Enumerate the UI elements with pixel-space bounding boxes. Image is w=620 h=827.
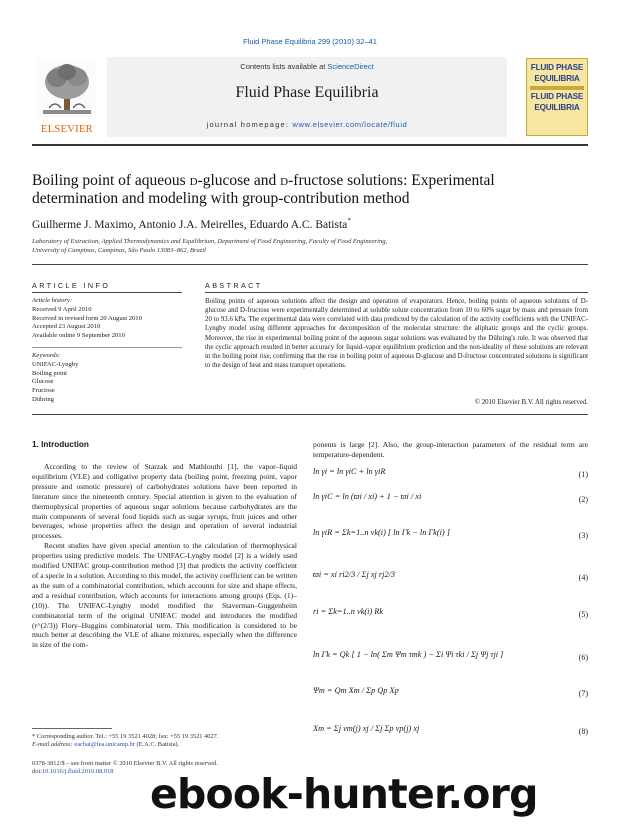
- title-smallcaps: d: [189, 172, 198, 189]
- history-item: Accepted 23 August 2010: [32, 323, 101, 331]
- keyword: UNIFAC-Lyngby: [32, 360, 79, 368]
- intro-paragraph-1: According to the review of Starzak and Mathlouthi [1], the vapor–liquid equilibrium (VLE) and colligative property data (boiling point, freezing point, vapor pressure and osmotic pressure) of carbohydrates solutions have been reported in literature since the nineteenth century. Special attention is given to the evaluation of thermophysical properties of aqueous sugar solutions because carbohydrates are the main components of several food liquids such as sugar syrups, fruit juices and other beverages, whose properties affect the design and operation of several industrial processes.: [32, 462, 297, 541]
- equation-8: [313, 724, 588, 746]
- equation-number: (3): [578, 531, 588, 540]
- equation-3: [313, 528, 588, 550]
- history-item: Received 9 April 2010: [32, 305, 92, 313]
- affiliation-line: Laboratory of Extraction, Applied Thermodynamics and Equilibrium, Department of Food Engineering, Faculty of Food Engineering,: [32, 238, 388, 245]
- equation-expression: Xm = Σj νm(j) xj / Σj Σp νp(j) xj: [313, 724, 420, 733]
- affiliation: [32, 238, 588, 255]
- title-line-2: determination and modeling with group-contribution method: [32, 190, 410, 207]
- homepage-link[interactable]: www.elsevier.com/locate/fluid: [292, 120, 408, 129]
- equation-expression: Ψm = Qm Xm / Σp Qp Xp: [313, 686, 399, 695]
- history-item: Available online 9 September 2010: [32, 332, 125, 340]
- corresponding-author-note: * Corresponding author. Tel.: +55 19 3521 4028; fax: +55 19 3521 4027.: [32, 733, 219, 740]
- article-history: [32, 297, 182, 341]
- section-divider: [32, 264, 588, 265]
- equation-number: (5): [578, 610, 588, 619]
- sciencedirect-link[interactable]: ScienceDirect: [327, 62, 374, 71]
- keywords: [32, 352, 182, 405]
- abstract-end-divider: [32, 414, 588, 415]
- equation-6: [313, 650, 588, 672]
- footnote-divider: [32, 728, 112, 729]
- affiliation-line: University of Campinas, Campinas, São Paulo 13083–862, Brazil: [32, 246, 207, 254]
- copyright-notice: © 2010 Elsevier B.V. All rights reserved.: [474, 399, 588, 406]
- equation-expression: ri = Σk=1..n νk(i) Rk: [313, 607, 384, 616]
- equation-number: (8): [578, 727, 588, 736]
- equation-expression: ln γiR = Σk=1..n νk(i) [ ln Γk − ln Γk(i) ]: [313, 528, 450, 537]
- cover-divider: [530, 86, 584, 90]
- cover-line-4: EQUILIBRIA: [534, 102, 580, 112]
- keyword: Glucose: [32, 378, 54, 386]
- journal-title: Fluid Phase Equilibria: [235, 84, 379, 101]
- equation-number: (2): [578, 495, 588, 504]
- journal-reference[interactable]: Fluid Phase Equilibria 299 (2010) 32–41: [243, 37, 377, 46]
- publisher-name: ELSEVIER: [41, 124, 93, 135]
- equation-expression: ln Γk = Qk [ 1 − ln( Σm Ψm τmk ) − Σi Ψi τki / Σj Ψj τji ]: [313, 650, 504, 659]
- intro-left-column: [32, 462, 297, 650]
- equation-number: (6): [578, 653, 588, 662]
- contents-line: [107, 62, 507, 71]
- abstract-rule: [205, 292, 588, 293]
- title-part: -glucose and: [197, 172, 281, 189]
- issn-line: 0378-3812/$ – see front matter © 2010 Elsevier B.V. All rights reserved.: [32, 760, 218, 767]
- cover-line-3: FLUID PHASE: [530, 92, 584, 101]
- equation-expression: ϖi = xi ri2/3 / Σj xj rj2/3: [313, 570, 396, 579]
- keyword: Dühring: [32, 395, 54, 403]
- author-list: [32, 216, 351, 231]
- article-info-rule: [32, 292, 182, 293]
- doi-prefix: doi:: [32, 768, 42, 776]
- keyword: Fructose: [32, 387, 55, 395]
- equation-5: [313, 607, 588, 629]
- intro-paragraph-2: Recent studies have given special attention to the calculation of thermophysical properties using predictive models. The UNIFAC-Lyngby model [2] is a widely used modified UNIFAC group-contribution method [3] that predicts the activity coefficient of a specie in a solution. According to this model, the activity coefficient can be written as the sum of a combinatorial contribution, which accounts for size and shape effects, and a residual contribution, which accounts for interactions among groups (Eqs. (1)–(10)). The UNIFAC-Lyngby model modified the Staverman–Guggenheim combinatorial term of the original UNIFAC model and introduces the modified (r^(2/3)) Flory–Huggins combinatorial term. This modification is considered to be much better at describing the VLE of alkane mixtures, especially when the difference in size of the com-: [32, 541, 297, 650]
- footnotes: [32, 733, 302, 750]
- journal-cover-image: [526, 58, 588, 136]
- equation-4: [313, 570, 588, 592]
- email-suffix: (E.A.C. Batista).: [134, 741, 180, 749]
- cover-line-2: EQUILIBRIA: [534, 73, 580, 83]
- equation-number: (7): [578, 689, 588, 698]
- equation-7: [313, 686, 588, 708]
- email-line: [32, 741, 302, 749]
- title-smallcaps: d: [280, 172, 289, 189]
- title-part: -fructose solutions: Experimental: [288, 172, 495, 189]
- keyword: Boiling point: [32, 369, 67, 377]
- intro-right-text: ponents is large [2]. Also, the group-interaction parameters of the residual term are temperature-dependent.: [313, 440, 588, 459]
- equation-2: [313, 492, 588, 514]
- article-info-heading: ARTICLE INFO: [32, 281, 111, 290]
- history-item: Received in revised form 20 August 2010: [32, 314, 142, 322]
- homepage-line: [107, 120, 507, 129]
- doi-link[interactable]: 10.1016/j.fluid.2010.08.018: [41, 768, 114, 776]
- authors-text: Guilherme J. Maximo, Antonio J.A. Meirelles, Eduardo A.C. Batista: [32, 218, 348, 231]
- journal-banner: [107, 57, 507, 137]
- email-label: E-mail address:: [32, 741, 75, 749]
- abstract-text: Boiling points of aqueous solutions affect the design and operation of evaporators. Hence, boiling points of aqueous solutions of D-glucose and D-fructose were experimentally determined at soluble solute concentration from 10 to 60% sugar by mass and pressure from 20 to 93.6 kPa. The experimental data were correlated with data predicted by the calculation of the activity coefficients with the UNIFAC-Lyngby model using different approaches for decomposition of the molecular structure: the aliphatic groups and the cyclic groups. Moreover, the rise in experimental boiling point of the aqueous sugar solutions was evaluated by the Dühring's rule. It was observed that the cyclic approach resulted in better accuracy for liquid–vapor equilibrium prediction and the non-ideality of these solutions are relevant in the boiling point rise, confirming that the rise in boiling point of aqueous D-glucose and D-fructose concentrated solutions is significant to the design of heat and mass transport operations.: [205, 298, 588, 370]
- cover-line-1: FLUID PHASE: [530, 63, 584, 72]
- equation-number: (1): [578, 470, 588, 479]
- homepage-prefix: journal homepage:: [206, 120, 293, 129]
- elsevier-logo: [32, 60, 102, 134]
- article-title: [32, 172, 588, 208]
- equation-number: (4): [578, 573, 588, 582]
- watermark: ebook-hunter.org: [150, 770, 538, 818]
- equation-expression: ln γi = ln γiC + ln γiR: [313, 467, 386, 476]
- title-part: Boiling point of aqueous: [32, 172, 190, 189]
- info-divider: [32, 347, 182, 348]
- journal-header: [32, 57, 588, 137]
- section-heading: 1. Introduction: [32, 440, 89, 449]
- email-link[interactable]: eacbat@fea.unicamp.br: [74, 741, 135, 749]
- header-divider: [32, 144, 588, 146]
- keywords-label: Keywords:: [32, 352, 61, 359]
- elsevier-tree-icon: [37, 60, 97, 118]
- corresponding-author-mark[interactable]: *: [347, 216, 352, 225]
- history-label: Article history:: [32, 297, 73, 304]
- equation-expression: ln γiC = ln (ϖi / xi) + 1 − ϖi / xi: [313, 492, 422, 501]
- contents-prefix: Contents lists available at: [240, 62, 328, 71]
- equation-1: [313, 467, 588, 489]
- abstract-heading: ABSTRACT: [205, 281, 263, 290]
